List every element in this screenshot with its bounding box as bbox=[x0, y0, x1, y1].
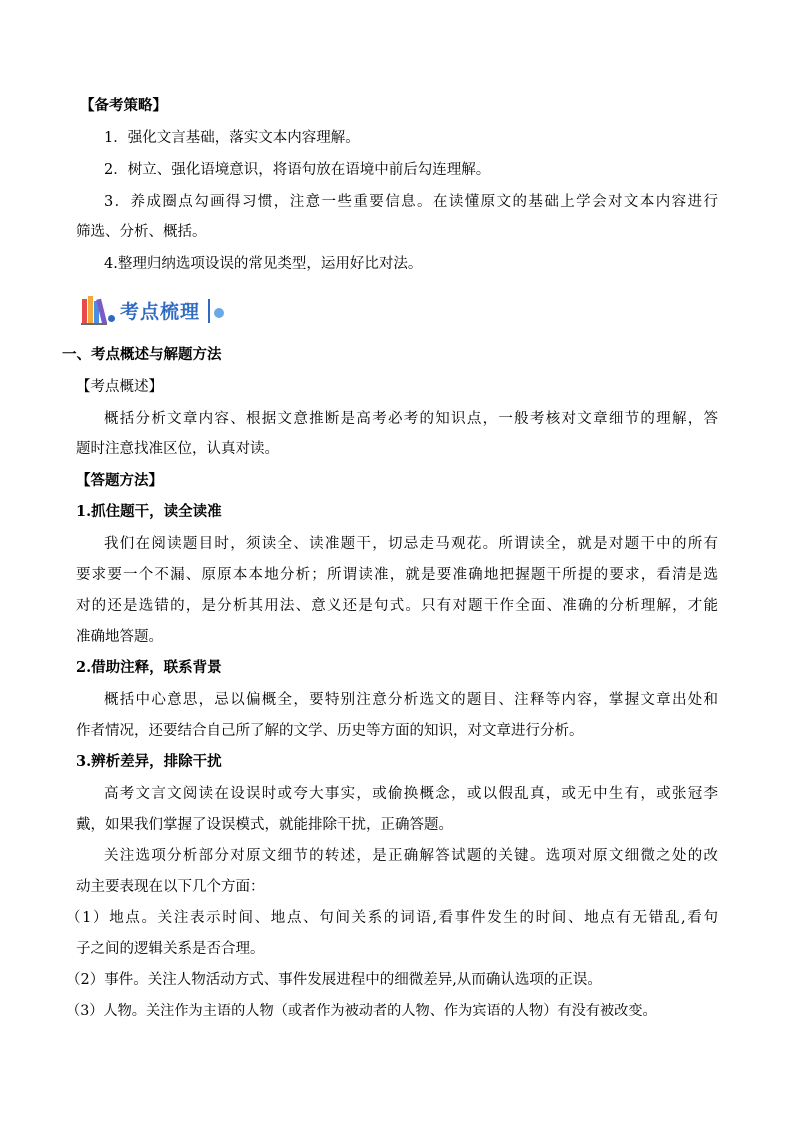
books-icon bbox=[80, 293, 114, 327]
banner-end-dot bbox=[214, 308, 224, 318]
method-3-list-3: （3）人物。关注作为主语的人物（或者作为被动者的人物、作为宾语的人物）有没有被改变。 bbox=[66, 1003, 657, 1019]
strategy-item-2: 2．树立、强化语境意识，将语句放在语境中前后勾连理解。 bbox=[104, 162, 491, 178]
method-1-heading: 1.抓住题干，读全读准 bbox=[76, 503, 222, 520]
method-1-text-2: 要求要一个不漏、原原本本地分析；所谓读准，就是要准确地把握题干所提的要求，看清是选 bbox=[76, 567, 718, 583]
method-3-text-2: 戴，如果我们掌握了设误模式，就能排除干扰，正确答题。 bbox=[76, 817, 453, 833]
method-2-text-2: 作者情况，还要结合自己所了解的文学、历史等方面的知识，对文章进行分析。 bbox=[76, 723, 584, 739]
method-3-heading: 3.辨析差异，排除干扰 bbox=[76, 753, 222, 770]
section-title: 考点梳理 bbox=[120, 301, 201, 323]
method-3-text-1: 高考文言文阅读在设误时或夸大事实，或偷换概念，或以假乱真，或无中生有，或张冠李 bbox=[104, 786, 718, 802]
method-1-text-1: 我们在阅读题目时，须读全、读准题干，切忌走马观花。所谓读全，就是对题干中的所有 bbox=[104, 536, 718, 552]
method-heading: 【答题方法】 bbox=[76, 472, 163, 489]
method-2-text-1: 概括中心意思，忌以偏概全，要特别注意分析选文的题目、注释等内容，掌握文章出处和 bbox=[104, 692, 718, 708]
banner-divider bbox=[208, 299, 210, 323]
part1-heading: 一、考点概述与解题方法 bbox=[62, 346, 222, 363]
method-3-text-4: 动主要表现在以下几个方面： bbox=[76, 879, 265, 895]
method-3-list-1b: 子之间的逻辑关系是否合理。 bbox=[76, 941, 265, 957]
method-3-list-2: （2）事件。关注人物活动方式、事件发展进程中的细微差异,从而确认选项的正误。 bbox=[66, 972, 602, 988]
method-3-list-1a: （1）地点。关注表示时间、地点、句间关系的词语,看事件发生的时间、地点有无错乱,看句 bbox=[66, 910, 718, 926]
strategy-item-1: 1．强化文言基础，落实文本内容理解。 bbox=[104, 130, 360, 146]
banner-dot bbox=[108, 315, 115, 322]
strategy-item-4: 4.整理归纳选项设误的常见类型，运用好比对法。 bbox=[104, 256, 423, 272]
strategy-item-3: 3．养成圈点勾画得习惯，注意一些重要信息。在读懂原文的基础上学会对文本内容进行 bbox=[104, 194, 718, 210]
overview-text-1: 概括分析文章内容、根据文意推断是高考必考的知识点，一般考核对文章细节的理解，答 bbox=[104, 411, 718, 427]
method-2-heading: 2.借助注释，联系背景 bbox=[76, 659, 222, 676]
method-3-text-3: 关注选项分析部分对原文细节的转述，是正确解答试题的关键。选项对原文细微之处的改 bbox=[104, 848, 718, 864]
overview-text-2: 题时注意找准区位，认真对读。 bbox=[76, 441, 279, 457]
method-1-text-3: 对的还是选错的，是分析其用法、意义还是句式。只有对题干作全面、准确的分析理解，才能 bbox=[76, 598, 718, 614]
strategy-item-3-continued: 筛选、分析、概括。 bbox=[76, 224, 207, 240]
strategy-heading: 【备考策略】 bbox=[80, 97, 167, 114]
overview-heading: 【考点概述】 bbox=[76, 379, 163, 395]
section-banner bbox=[80, 291, 230, 331]
method-1-text-4: 准确地答题。 bbox=[76, 629, 163, 645]
